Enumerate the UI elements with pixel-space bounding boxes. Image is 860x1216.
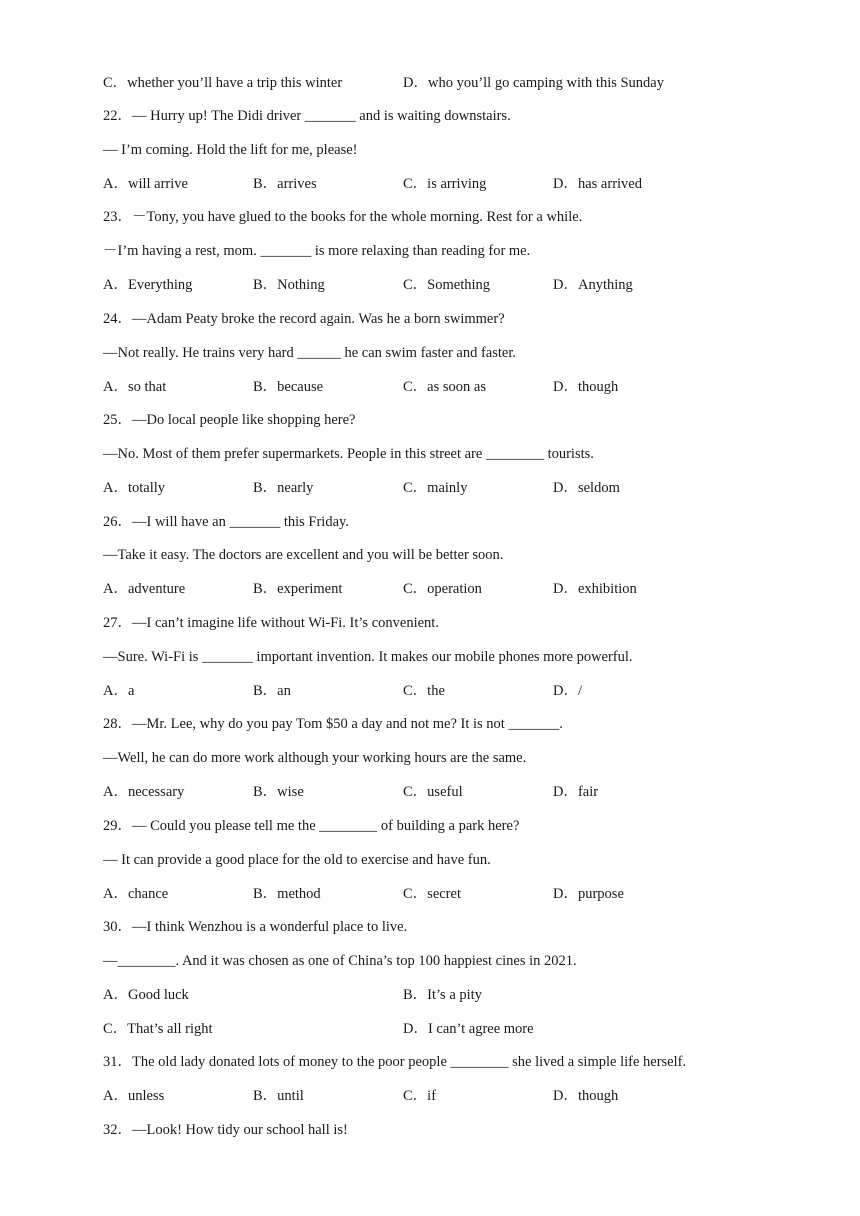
q29-option-b: B．method xyxy=(253,886,321,902)
q24-option-b: B．because xyxy=(253,379,324,395)
q30-option-a: A．Good luck xyxy=(103,987,189,1003)
q27-option-a: A．a xyxy=(103,683,135,699)
q26-option-c: C．operation xyxy=(403,581,482,597)
q30-reply: —________. And it was chosen as one of China’s top 100 happiest cines in 2021. xyxy=(103,953,577,969)
q27-reply: —Sure. Wi-Fi is _______ important invention. It makes our mobile phones more powerful. xyxy=(103,649,633,665)
q26-reply: —Take it easy. The doctors are excellent and you will be better soon. xyxy=(103,547,504,563)
q23-reply: －I’m having a rest, mom. _______ is more relaxing than reading for me. xyxy=(103,243,531,259)
q28-reply: —Well, he can do more work although your working hours are the same. xyxy=(103,750,527,766)
q22-option-c: C．is arriving xyxy=(403,176,487,192)
q29-option-a: A．chance xyxy=(103,886,169,902)
q23-option-a: A．Everything xyxy=(103,277,193,293)
q24-option-c: C．as soon as xyxy=(403,379,486,395)
q26-option-d: D．exhibition xyxy=(553,581,637,597)
q27-question: 27．—I can’t imagine life without Wi-Fi. It’s convenient. xyxy=(103,615,439,631)
q30-option-d: D．I can’t agree more xyxy=(403,1021,534,1037)
q23-question: 23．－Tony, you have glued to the books for the whole morning. Rest for a while. xyxy=(103,209,583,225)
q31-option-d: D．though xyxy=(553,1088,619,1104)
q28-option-d: D．fair xyxy=(553,784,599,800)
q21-option-c: C．whether you’ll have a trip this winter xyxy=(103,75,343,91)
q23-option-c: C．Something xyxy=(403,277,491,293)
q25-option-d: D．seldom xyxy=(553,480,620,496)
q28-option-a: A．necessary xyxy=(103,784,185,800)
q24-question: 24．—Adam Peaty broke the record again. Was he a born swimmer? xyxy=(103,311,505,327)
q27-option-d: D．/ xyxy=(553,683,582,699)
q29-option-d: D．purpose xyxy=(553,886,624,902)
q31-question: 31．The old lady donated lots of money to the poor people ________ she lived a simple life herself. xyxy=(103,1054,687,1070)
q25-option-a: A．totally xyxy=(103,480,166,496)
q31-option-a: A．unless xyxy=(103,1088,165,1104)
q28-question: 28．—Mr. Lee, why do you pay Tom $50 a day and not me? It is not _______. xyxy=(103,716,563,732)
q26-option-a: A．adventure xyxy=(103,581,186,597)
q29-reply: — It can provide a good place for the old to exercise and have fun. xyxy=(103,852,491,868)
q30-option-b: B．It’s a pity xyxy=(403,987,482,1003)
q31-option-c: C．if xyxy=(403,1088,437,1104)
q26-option-b: B．experiment xyxy=(253,581,343,597)
q22-option-a: A．will arrive xyxy=(103,176,188,192)
q30-option-c: C．That’s all right xyxy=(103,1021,213,1037)
q24-reply: —Not really. He trains very hard ______ he can swim faster and faster. xyxy=(103,345,516,361)
q29-option-c: C．secret xyxy=(403,886,461,902)
q31-option-b: B．until xyxy=(253,1088,304,1104)
q27-option-c: C．the xyxy=(403,683,445,699)
q24-option-d: D．though xyxy=(553,379,619,395)
q22-option-d: D．has arrived xyxy=(553,176,642,192)
q32-question: 32．—Look! How tidy our school hall is! xyxy=(103,1122,348,1138)
q27-option-b: B．an xyxy=(253,683,291,699)
q23-option-b: B．Nothing xyxy=(253,277,325,293)
q21-option-d: D．who you’ll go camping with this Sunday xyxy=(403,75,664,91)
q30-question: 30．—I think Wenzhou is a wonderful place to live. xyxy=(103,919,408,935)
q25-reply: —No. Most of them prefer supermarkets. People in this street are ________ tourists. xyxy=(103,446,594,462)
q24-option-a: A．so that xyxy=(103,379,167,395)
q22-question: 22．— Hurry up! The Didi driver _______ and is waiting downstairs. xyxy=(103,108,511,124)
q22-reply: — I’m coming. Hold the lift for me, please! xyxy=(103,142,358,158)
q28-option-b: B．wise xyxy=(253,784,304,800)
q23-option-d: D．Anything xyxy=(553,277,633,293)
q26-question: 26．—I will have an _______ this Friday. xyxy=(103,514,349,530)
q29-question: 29．— Could you please tell me the ________ of building a park here? xyxy=(103,818,520,834)
q25-option-b: B．nearly xyxy=(253,480,314,496)
q25-question: 25．—Do local people like shopping here? xyxy=(103,412,356,428)
q25-option-c: C．mainly xyxy=(403,480,468,496)
q28-option-c: C．useful xyxy=(403,784,463,800)
q22-option-b: B．arrives xyxy=(253,176,317,192)
